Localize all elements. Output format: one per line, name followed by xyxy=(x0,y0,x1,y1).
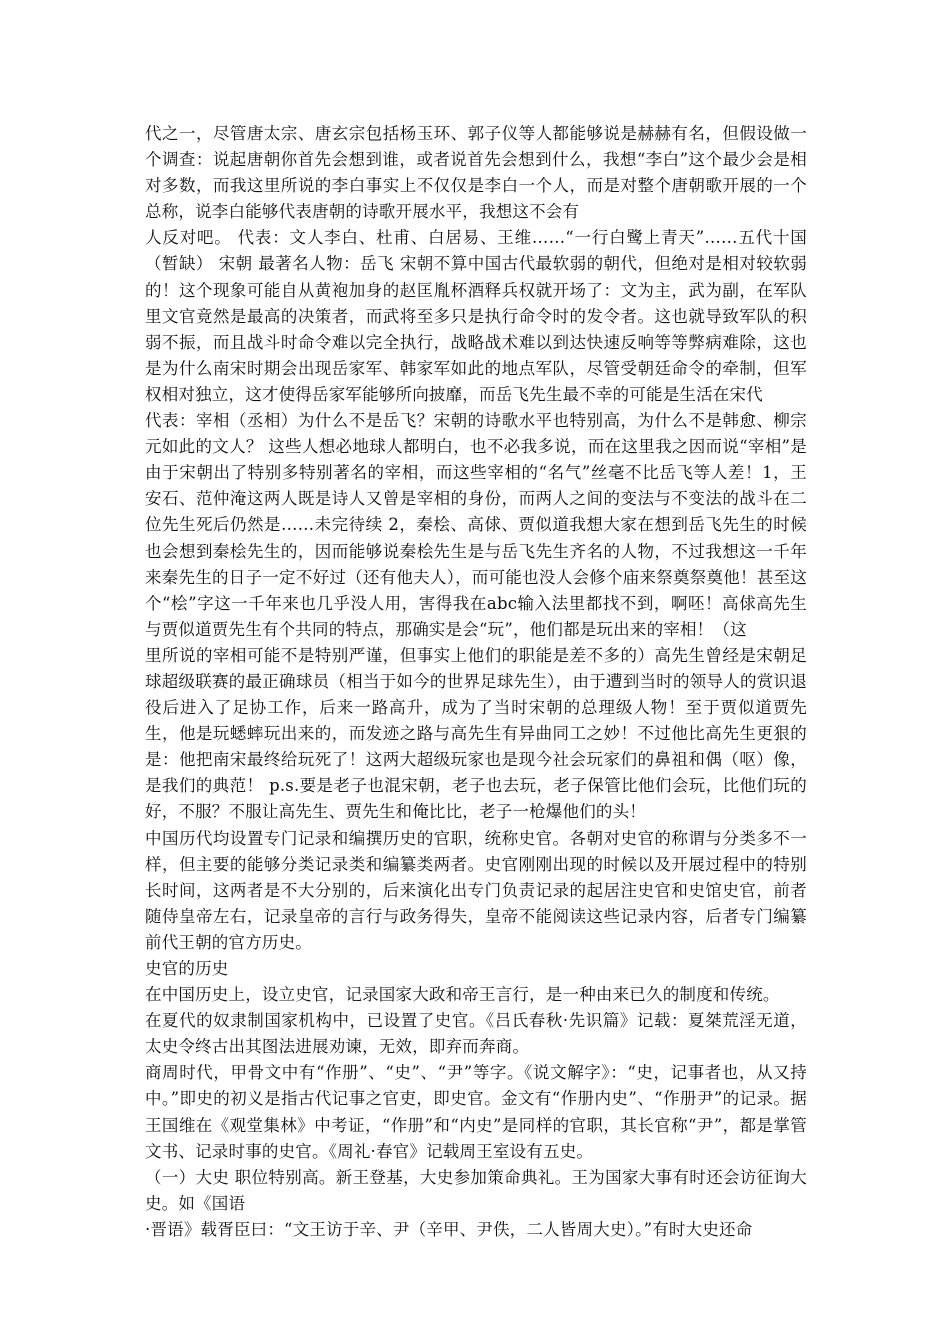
paragraph-historiographers: 中国历代均设置专门记录和编撰历史的官职，统称史官。各朝对史官的称谓与分类多不一样，但主要的能够分类记录类和编纂类两者。史官刚刚出现的时候以及开展过程中的特别长时间，这两者是不大分别的，后来演化出专门负责记录的起居注史官和史馆史官，前者随侍皇帝左右，记录皇帝的言行与政务得失，皇帝不能阅读这些记录内容，后者专门编纂前代王朝的官方历史。 xyxy=(145,828,807,952)
document-body xyxy=(145,121,807,1243)
paragraph-tang-dynasty: 代之一，尽管唐太宗、唐玄宗包括杨玉环、郭子仪等人都能够说是赫赫有名，但假设做一个调查：说起唐朝你首先会想到谁，或者说首先会想到什么，我想“李白”这个最少会是相对多数，而我这里所说的李白事实上不仅仅是李白一个人，而是对整个唐朝歌开展的一个总称，说李白能够代表唐朝的诗歌开展水平，我想这不会有 xyxy=(145,124,807,222)
paragraph-song-chancellors: 代表：宰相（丞相）为什么不是岳飞？宋朝的诗歌水平也特别高，为什么不是韩愈、柳宗元如此的文人？ 这些人想必地球人都明白，也不必我多说，而在这里我之因而说“宰相”是由于宋朝出了特别多特别著名的宰相，而这些宰相的“名气”丝毫不比岳飞等人差！1，王安石、范仲淹这两人既是诗人又曾是宰相的身份，而两人之间的变法与不变法的战斗在二位先生死后仍然是……未完待续 2，秦桧、高俅、贾似道我想大家在想到岳飞先生的时候也会想到秦桧先生的，因而能够说秦桧先生是与岳飞先生齐名的人物，不过我想这一千年来秦先生的日子一定不好过（还有他夫人），而可能也没人会修个庙来祭奠祭奠他！甚至这个“桧”字这一千年来也几乎没人用，害得我在abc输入法里都找不到，啊呸！高俅高先生与贾似道贾先生有个共同的特点，那确实是会“玩”，他们都是玩出来的宰相！（这 xyxy=(145,411,807,639)
paragraph-song-dynasty: 人反对吧。 代表：文人李白、杜甫、白居易、王维……“一行白鹭上青天”……五代十国 （暂缺） 宋朝 最著名人物：岳飞 宋朝不算中国古代最软弱的朝代，但绝对是相对较软弱的！这个现象可能自从黄袍加身的赵匡胤杯酒释兵权就开场了：文为主，武为副，在军队里文官竟然是最高的决策者，而武将至多只是执行命令时的发令者。这也就导致军队的积弱不振，而且战斗时命令难以完全执行，战略战术难以到达快速反响等等弊病难除，这也是为什么南宋时期会出现岳家军、韩家军如此的地点军队，尽管受朝廷命令的牵制，但军权相对独立，这才使得岳家军能够所向披靡，而岳飞先生最不幸的可能是生活在宋代 xyxy=(145,228,807,404)
paragraph-shang-zhou: 商周时代，甲骨文中有“作册”、“史”、“尹”等字。《说文解字》：“史，记事者也，从又持中。”即史的初义是指古代记事之官吏，即史官。金文有“作册内史”、“作册尹”的记录。据王国维在《观堂集林》中考证，“作册”和“内史”是同样的官职，其长官称“尹”，都是掌管文书、记录时事的史官。《周礼·春官》记载周王室设有五史。 xyxy=(145,1063,807,1161)
paragraph-dashi: （一）大史 职位特别高。新王登基，大史参加策命典礼。王为国家大事有时还会访征询大史。如《国语 xyxy=(145,1167,807,1213)
paragraph-history-intro: 在中国历史上，设立史官，记录国家大政和帝王言行，是一种由来已久的制度和传统。 xyxy=(145,985,780,1005)
paragraph-xia-dynasty: 在夏代的奴隶制国家机构中，已设置了史官。《吕氏春秋·先识篇》记载：夏桀荒淫无道，太史令终古出其图法进展劝谏，无效，即弃而奔商。 xyxy=(145,1011,807,1057)
paragraph-gao-jia: 里所说的宰相可能不是特别严谨，但事实上他们的职能是差不多的）高先生曾经是宋朝足球超级联赛的最正确球员（相当于如今的世界足球先生），由于遭到当时的领导人的赏识退役后进入了足协工作，后来一路高升，成为了当时宋朝的总理级人物！至于贾似道贾先生，他是玩蟋蟀玩出来的，而发迹之路与高先生有异曲同工之妙！不过他比高先生更狠的是：他把南宋最终给玩死了！这两大超级玩家也是现今社会玩家们的鼻祖和偶（呕）像，是我们的典范！ p.s.要是老子也混宋朝，老子也去玩，老子保管比他们会玩，比他们玩的好，不服？不服让高先生、贾先生和俺比比，老子一枪爆他们的头！ xyxy=(145,645,807,822)
section-heading-history: 史官的历史 xyxy=(145,959,229,978)
paragraph-jinyu: ·晋语》载胥臣曰：“文王访于辛、尹（辛甲、尹佚，二人皆周大史）。”有时大史还命 xyxy=(145,1219,753,1239)
